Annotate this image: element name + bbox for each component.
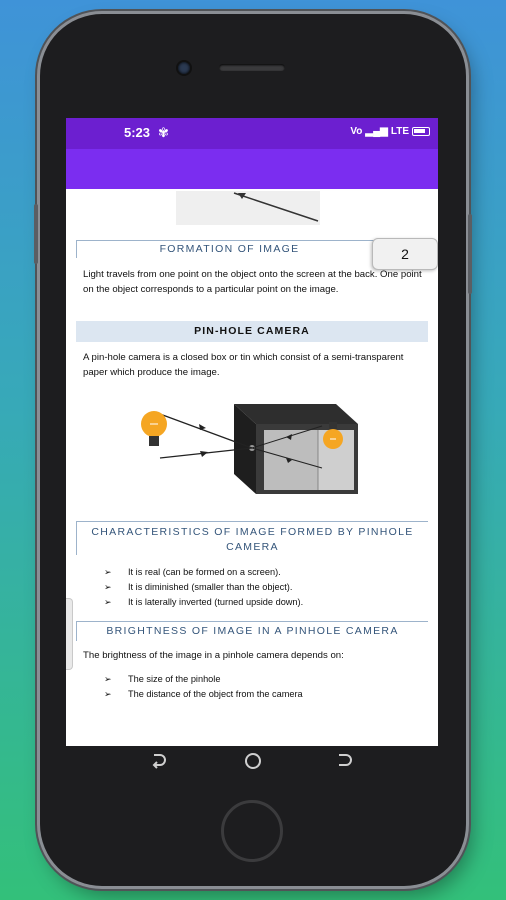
power-button (468, 214, 472, 294)
lte-icon: LTE (390, 126, 409, 137)
bullet-arrow-icon: ➢ (104, 582, 112, 592)
status-icons (350, 126, 430, 137)
home-button[interactable] (221, 800, 283, 862)
pinhole-camera-diagram (136, 396, 366, 501)
list-item: ➢ The distance of the object from the camera (104, 687, 424, 702)
back-arrow-icon[interactable] (336, 752, 354, 770)
bullet-arrow-icon: ➢ (104, 674, 112, 684)
navigation-bar (110, 748, 396, 784)
pinhole-text: A pin-hole camera is a closed box or tin which consist of a semi-transparent paper which produce the image. (83, 352, 404, 378)
bullet-arrow-icon: ➢ (104, 597, 112, 607)
list-item: ➢ It is diminished (smaller than the object). (104, 580, 424, 595)
app-bar (66, 149, 438, 189)
list-item: ➢ It is real (can be formed on a screen). (104, 565, 424, 580)
bullet-arrow-icon: ➢ (104, 567, 112, 577)
battery-icon (412, 127, 430, 136)
rotate-icon[interactable] (150, 752, 168, 770)
list-item: ➢ It is laterally inverted (turned upside down). (104, 595, 424, 610)
document-page[interactable] (66, 189, 438, 746)
volte-icon: Vo (350, 126, 363, 137)
bulb-object-icon (141, 411, 167, 446)
status-bar (66, 118, 438, 149)
signal-icon: ▂▄▆ (365, 126, 388, 137)
volume-button (34, 204, 38, 264)
heading-formation-of-image: FORMATION OF IMAGE (76, 240, 374, 258)
characteristics-list (104, 565, 424, 610)
bullet-arrow-icon: ➢ (104, 689, 112, 699)
formation-text: Light travels from one point on the object onto the screen at the back. One point on the object corresponds to a particular point on the image. (83, 269, 422, 295)
side-drawer-handle[interactable] (66, 598, 73, 670)
previous-figure-fragment (176, 191, 320, 225)
status-time: 5:23 (124, 125, 151, 140)
settings-fan-icon: ✾ (158, 125, 169, 140)
front-camera (178, 62, 190, 74)
heading-brightness: BRIGHTNESS OF IMAGE IN A PINHOLE CAMERA (76, 621, 428, 641)
brightness-text: The brightness of the image in a pinhole camera depends on: (83, 650, 344, 661)
home-circle-icon[interactable] (244, 752, 262, 770)
phone-screen (66, 118, 438, 746)
earpiece-speaker (219, 64, 285, 71)
heading-characteristics: CHARACTERISTICS OF IMAGE FORMED BY PINHOLE CAMERA (76, 521, 428, 555)
heading-pin-hole-camera: PIN-HOLE CAMERA (76, 321, 428, 342)
list-item: ➢ The size of the pinhole (104, 672, 424, 687)
brightness-list (104, 672, 424, 702)
page-number-badge[interactable]: 2 (372, 238, 438, 270)
